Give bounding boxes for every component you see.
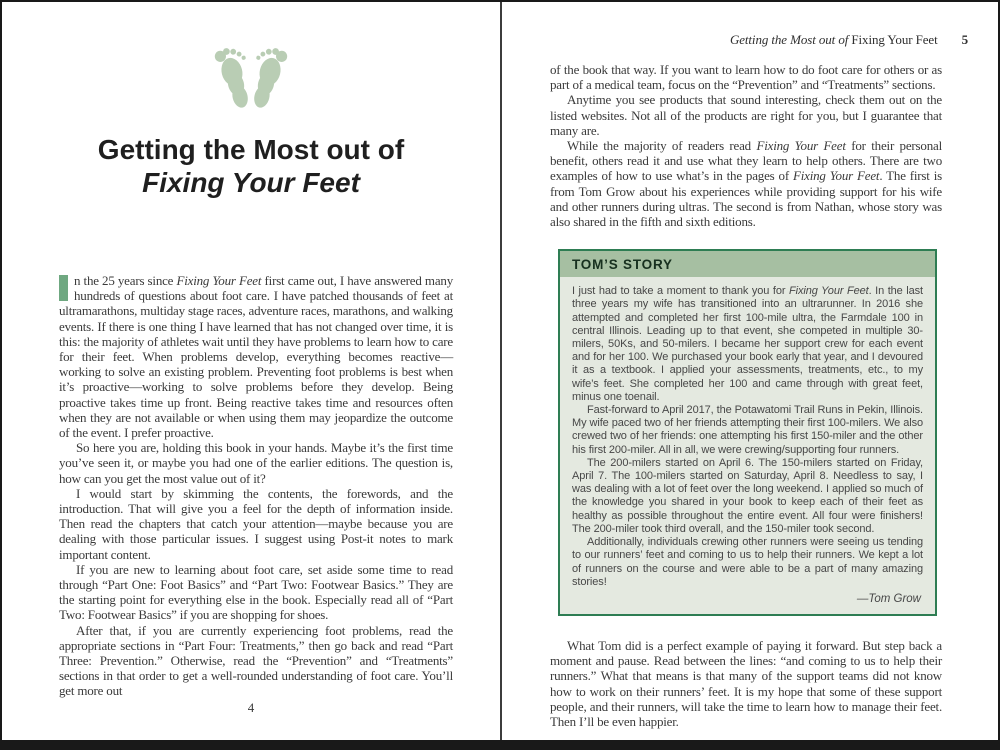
paragraph: Additionally, individuals crewing other runners were seeing us tending to our runners’ feet and coming to us to help their runners. We kept a lot of runners on the course and were able to be a part of many amazing stories! — [572, 536, 923, 588]
story-attribution: —Tom Grow — [856, 592, 921, 605]
toms-story-box — [558, 249, 937, 616]
paragraph: While the majority of readers read Fixing Your Feet for their personal benefit, others read it and use what they learn to help others. There are two examples of how to use what’s in the pages of Fixing Your Feet. The first is from Tom Grow about his experiences while providing support for his wife and other runners during ultras. The second is from Nathan, whose story was also shared in the fifth and sixth editions. — [550, 138, 942, 230]
page-number-right: 5 — [961, 32, 968, 47]
right-body-text — [550, 62, 942, 229]
toms-story-title: TOM’S STORY — [560, 251, 935, 277]
chapter-title-line1: Getting the Most out of — [97, 134, 405, 165]
paragraph: If you are new to learning about foot care, set aside some time to read through “Part One: Foot Basics” and “Part Two: Footwear Basics.” They are the starting point for everything else in the book. Especially read all of “Part Two: Footwear Basics” if you are shopping for shoes. — [59, 561, 453, 623]
running-head-roman: Fixing Your Feet — [848, 32, 938, 47]
running-head-italic: Getting the Most out of — [729, 32, 849, 47]
chapter-title-line2: Fixing Your Feet — [142, 167, 360, 198]
feet-icon — [2, 36, 500, 125]
page-left — [2, 2, 500, 740]
paragraph: Fast-forward to April 2017, the Potawatomi Trail Runs in Pekin, Illinois. My wife paced two of her friends attempting their first 100-milers. We also crewed two of her friends: one attempting his first 150-miler and the other his first 200-miler. All in all, we were crewing/supporting four runners. — [572, 404, 923, 456]
paragraph: After that, if you are currently experiencing foot problems, read the appropriate sections in “Part Four: Treatments,” then go back and read “Part Three: Prevention.” Otherwise, read the “Prevention” and “Treatments” sections in that order to get a well-rounded understanding of foot care. You’ll get more out — [59, 622, 453, 699]
paragraph: of the book that way. If you want to learn how to do foot care for others or as part of a medical team, focus on the “Prevention” and “Treatments” sections. — [550, 62, 942, 93]
paragraph: n the 25 years since Fixing Your Feet first came out, I have answered many hundreds of questions about foot care. I have patched thousands of feet at ultramarathons, multiday stage races, adventure races, marathons, and walking events. If there is one thing I have learned that has not changed over time, it is this: the majority of athletes wait until they have problems to learn how to care for their feet. When problems develop, everything becomes reactive—working to solve an existing problem. Preventing foot problems is best when it’s proactive—working to solve problems before they develop. Being proactive takes time up front. Being reactive takes time and resources often when they are not available or when using them may jeopardize the outcome of the event. I prefer proactive. — [59, 273, 453, 441]
paragraph: What Tom did is a perfect example of paying it forward. But step back a moment and pause. Read between the lines: “and coming to us to help their runners.” What that means is that many of the support teams did not know how to work on their runners’ feet. It is my hope that some of these support people, and their runners, will take the time to learn how to manage their feet. Then I’ll be even happier. — [550, 637, 942, 729]
paragraph: The 200-milers started on April 6. The 150-milers started on Friday, April 7. The 100-milers started on Saturday, April 8. Needless to say, I was dealing with a lot of feet over the long weekend. I applied so much of the knowledge you shared in your book to keep each of their feet as healthy as possible throughout the entire event. All four were finishers! The 200-miler took third overall, and the 150-miler took second. — [572, 456, 923, 535]
toms-story-text — [560, 277, 935, 591]
paragraph: So here you are, holding this book in your hands. Maybe it’s the first time you’ve seen it, or maybe you had one of the earlier editions. The question is, how can you get the most value out of it? — [59, 440, 453, 486]
paragraph: Anytime you see products that sound interesting, check them out on the listed websites. Not all of the products are right for you, but I guarantee that many are. — [550, 92, 942, 138]
left-body-text — [59, 273, 453, 699]
chapter-title — [2, 133, 500, 199]
paragraph: I just had to take a moment to thank you for Fixing Your Feet. In the last three years my wife has transitioned into an ultrarunner. In 2016 she attempted and completed her first 100-mile ultra, the Farmdale 100 in central Illinois. Leading up to that event, she competed in multiple 30-milers, 50Ks, and 50-milers. I became her support crew for each event and for her 100. We purchased your book early that year, and I devoured it as a textbook. I applied your assessments, treatments, etc., to my wife’s feet. She completed her 100 and came through with great feet, minus one toenail. — [572, 285, 924, 403]
running-head — [730, 32, 968, 48]
page-right — [502, 2, 1000, 740]
right-body-after-box — [550, 638, 942, 729]
paragraph: I would start by skimming the contents, the forewords, and the introduction. That will give you a feel for the depth of information inside. Then read the chapters that catch your attention—maybe because you are dealing with those particular issues. I suggest using Post-it notes to mark important content. — [59, 485, 453, 562]
dropcap-bar — [59, 275, 68, 301]
page-number-left: 4 — [247, 700, 255, 715]
